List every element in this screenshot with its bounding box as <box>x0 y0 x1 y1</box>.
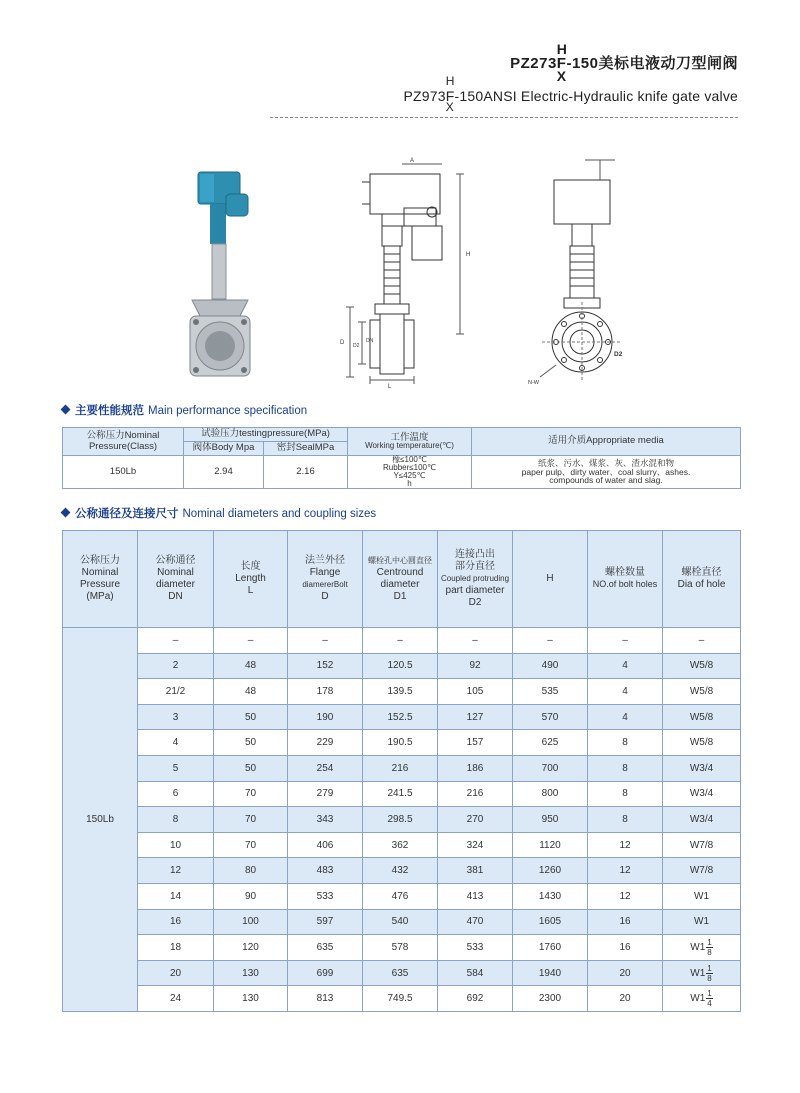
cell-l: 48 <box>214 679 288 705</box>
cell-dn: 2 <box>138 653 214 679</box>
cell-dia: W3/4 <box>663 755 741 781</box>
cell-d2: 692 <box>438 986 513 1012</box>
cell-d2: 584 <box>438 960 513 986</box>
cell-d1: 540 <box>363 909 438 935</box>
perf-pressure-value: 150Lb <box>63 456 184 489</box>
cell-d1: 749.5 <box>363 986 438 1012</box>
perf-header-temp: 工作温度 Working temperature(℃) <box>348 428 472 456</box>
cell-h: 700 <box>513 755 588 781</box>
cell-n: 8 <box>588 807 663 833</box>
table-row <box>63 755 741 781</box>
col-header-length: 长度 Length L <box>214 531 288 628</box>
fraction: $\frac{1}{4}$ <box>707 989 712 1009</box>
cell-l: 130 <box>214 960 288 986</box>
dim-label-d: D <box>340 340 345 346</box>
cell-d2: 127 <box>438 704 513 730</box>
perf-media-value: 纸浆、污水、煤浆、灰、渣水混和物 paper pulp、dirty water、coal slurry、ashes. compounds of water and slag. <box>472 456 741 489</box>
cell-d1: – <box>363 628 438 654</box>
table-row <box>63 704 741 730</box>
perf-header-body: 阀体Body Mpa <box>184 442 264 456</box>
cell-dia: W3/4 <box>663 781 741 807</box>
perf-header-test: 试验压力testingpressure(MPa) <box>184 428 348 442</box>
col-header-dia: 螺栓直径 Dia of hole <box>663 531 741 628</box>
valve-drawings <box>170 152 690 392</box>
cell-d2: 186 <box>438 755 513 781</box>
cell-h: 1940 <box>513 960 588 986</box>
cell-dn: 5 <box>138 755 214 781</box>
table-row <box>63 909 741 935</box>
dim-label-d2: D2 <box>353 343 360 349</box>
cell-d2: 381 <box>438 858 513 884</box>
sizes-table <box>62 530 741 1012</box>
title-chinese: PZ273 H F X -150美标电液动刀型闸阀 <box>510 41 738 84</box>
cell-h: 1120 <box>513 832 588 858</box>
cell-d: 597 <box>288 909 363 935</box>
cell-h: 1760 <box>513 935 588 961</box>
cell-d: 229 <box>288 730 363 756</box>
cell-n: 16 <box>588 909 663 935</box>
dim-label-h: H <box>466 252 471 258</box>
performance-table <box>62 427 741 489</box>
cell-d: 254 <box>288 755 363 781</box>
cell-h: 625 <box>513 730 588 756</box>
cell-d: 699 <box>288 960 363 986</box>
cell-dn: 4 <box>138 730 214 756</box>
fraction: $\frac{1}{8}$ <box>707 937 712 957</box>
cell-dn: 12 <box>138 858 214 884</box>
table-row <box>63 986 741 1012</box>
cell-n: 20 <box>588 960 663 986</box>
cell-dia: W5/8 <box>663 730 741 756</box>
cell-d: 178 <box>288 679 363 705</box>
cell-h: – <box>513 628 588 654</box>
valve-photo <box>190 172 250 376</box>
cell-d2: 470 <box>438 909 513 935</box>
cell-d: – <box>288 628 363 654</box>
cell-d: 533 <box>288 883 363 909</box>
cell-d2: 105 <box>438 679 513 705</box>
cell-dia: W7/8 <box>663 832 741 858</box>
cell-dn: 3 <box>138 704 214 730</box>
cell-d1: 120.5 <box>363 653 438 679</box>
cell-dia: W1 <box>663 909 741 935</box>
perf-header-pressure: 公称压力Nominal Pressure(Class) <box>63 428 184 456</box>
cell-h: 1430 <box>513 883 588 909</box>
cell-l: 90 <box>214 883 288 909</box>
cell-dia: W5/8 <box>663 679 741 705</box>
cell-dn: – <box>138 628 214 654</box>
table-row <box>63 653 741 679</box>
cell-d: 343 <box>288 807 363 833</box>
cell-d2: 270 <box>438 807 513 833</box>
cell-n: – <box>588 628 663 654</box>
cell-h: 950 <box>513 807 588 833</box>
cell-h: 535 <box>513 679 588 705</box>
cell-dn: 21/2 <box>138 679 214 705</box>
cell-d1: 152.5 <box>363 704 438 730</box>
col-header-d2: 连接凸出 部分直径 Coupled protruding part diameter D2 <box>438 531 513 628</box>
table-row <box>63 679 741 705</box>
cell-d1: 190.5 <box>363 730 438 756</box>
cell-n: 8 <box>588 781 663 807</box>
cell-l: 130 <box>214 986 288 1012</box>
cell-l: 50 <box>214 704 288 730</box>
cell-n: 12 <box>588 883 663 909</box>
front-view-drawing <box>540 160 622 382</box>
cell-h: 570 <box>513 704 588 730</box>
diamond-bullet-icon <box>61 508 71 518</box>
col-header-pressure: 公称压力 Nominal Pressure (MPa) <box>63 531 138 628</box>
cell-dia: W5/8 <box>663 653 741 679</box>
col-header-d1: 螺栓孔中心圆直径 Centround diameter D1 <box>363 531 438 628</box>
cell-dn: 18 <box>138 935 214 961</box>
table-row <box>63 883 741 909</box>
cell-n: 16 <box>588 935 663 961</box>
cell-d1: 139.5 <box>363 679 438 705</box>
cell-n: 12 <box>588 858 663 884</box>
cell-dn: 20 <box>138 960 214 986</box>
cell-d: 813 <box>288 986 363 1012</box>
cell-d: 483 <box>288 858 363 884</box>
perf-header-seal: 密封SealMPa <box>264 442 348 456</box>
cell-d2: 216 <box>438 781 513 807</box>
cell-l: 70 <box>214 781 288 807</box>
table-row <box>63 781 741 807</box>
cell-dn: 10 <box>138 832 214 858</box>
diamond-bullet-icon <box>61 405 71 415</box>
section-title-sizes: 公称通径及连接尺寸 Nominal diameters and coupling sizes <box>62 505 376 521</box>
cell-d: 190 <box>288 704 363 730</box>
cell-l: 50 <box>214 730 288 756</box>
cell-n: 4 <box>588 704 663 730</box>
cell-l: 48 <box>214 653 288 679</box>
table-row <box>63 960 741 986</box>
cell-d2: 92 <box>438 653 513 679</box>
cell-h: 800 <box>513 781 588 807</box>
cell-d2: 157 <box>438 730 513 756</box>
cell-l: 100 <box>214 909 288 935</box>
perf-header-media: 适用介质Appropriate media <box>472 428 741 456</box>
cell-n: 4 <box>588 679 663 705</box>
cell-d2: – <box>438 628 513 654</box>
cell-l: – <box>214 628 288 654</box>
cell-dia: W3/4 <box>663 807 741 833</box>
perf-temp-value: 橡≤100℃ Rubber≤100℃ Y≤425℃ h <box>348 456 472 489</box>
cell-d2: 324 <box>438 832 513 858</box>
cell-d: 279 <box>288 781 363 807</box>
cell-l: 80 <box>214 858 288 884</box>
cell-dn: 8 <box>138 807 214 833</box>
cell-dia: W1 $\frac{1}{8}$ <box>663 960 741 986</box>
cell-d1: 476 <box>363 883 438 909</box>
cell-d1: 241.5 <box>363 781 438 807</box>
cell-dia: – <box>663 628 741 654</box>
table-row <box>63 832 741 858</box>
cell-l: 50 <box>214 755 288 781</box>
cell-dn: 16 <box>138 909 214 935</box>
table-row <box>63 935 741 961</box>
fraction: $\frac{1}{8}$ <box>707 963 712 983</box>
cell-h: 2300 <box>513 986 588 1012</box>
cell-n: 12 <box>588 832 663 858</box>
cell-h: 1260 <box>513 858 588 884</box>
cell-l: 120 <box>214 935 288 961</box>
cell-dn: 6 <box>138 781 214 807</box>
dim-label-l: L <box>388 384 392 390</box>
table-row <box>63 730 741 756</box>
perf-body-value: 2.94 <box>184 456 264 489</box>
dim-label-d2-front: D2 <box>614 351 623 358</box>
cell-d1: 432 <box>363 858 438 884</box>
cell-d: 152 <box>288 653 363 679</box>
cell-h: 490 <box>513 653 588 679</box>
side-view-drawing <box>346 164 464 384</box>
title-english: PZ973 H F X -150ANSI Electric-Hydraulic knife gate valve <box>403 74 738 114</box>
cell-d1: 635 <box>363 960 438 986</box>
cell-d1: 362 <box>363 832 438 858</box>
cell-d1: 298.5 <box>363 807 438 833</box>
cell-dia: W7/8 <box>663 858 741 884</box>
cell-dn: 14 <box>138 883 214 909</box>
cell-l: 70 <box>214 832 288 858</box>
cell-n: 8 <box>588 730 663 756</box>
cell-dia: W1 <box>663 883 741 909</box>
cell-dia: W1 $\frac{1}{8}$ <box>663 935 741 961</box>
cell-l: 70 <box>214 807 288 833</box>
pressure-cell: 150Lb <box>63 628 138 1012</box>
cell-d1: 216 <box>363 755 438 781</box>
dim-label-a: A <box>410 158 415 164</box>
cell-d: 635 <box>288 935 363 961</box>
cell-h: 1605 <box>513 909 588 935</box>
cell-dia: W5/8 <box>663 704 741 730</box>
dim-label-nw: N-W <box>528 380 539 386</box>
dim-label-dn: DN <box>366 338 374 344</box>
perf-seal-value: 2.16 <box>264 456 348 489</box>
cell-d2: 533 <box>438 935 513 961</box>
section-title-performance: 主要性能规范 Main performance specification <box>62 402 307 418</box>
cell-n: 8 <box>588 755 663 781</box>
header-divider <box>270 117 738 118</box>
table-row <box>63 807 741 833</box>
col-header-h: H <box>513 531 588 628</box>
cell-dia: W1 $\frac{1}{4}$ <box>663 986 741 1012</box>
cell-d2: 413 <box>438 883 513 909</box>
table-row <box>63 858 741 884</box>
cell-n: 4 <box>588 653 663 679</box>
cell-d1: 578 <box>363 935 438 961</box>
col-header-flange: 法兰外径 Flange diamererBolt D <box>288 531 363 628</box>
col-header-dn: 公称通径 Nominal diameter DN <box>138 531 214 628</box>
cell-d: 406 <box>288 832 363 858</box>
col-header-bolts: 螺栓数量 NO.of bolt holes <box>588 531 663 628</box>
cell-n: 20 <box>588 986 663 1012</box>
cell-dn: 24 <box>138 986 214 1012</box>
